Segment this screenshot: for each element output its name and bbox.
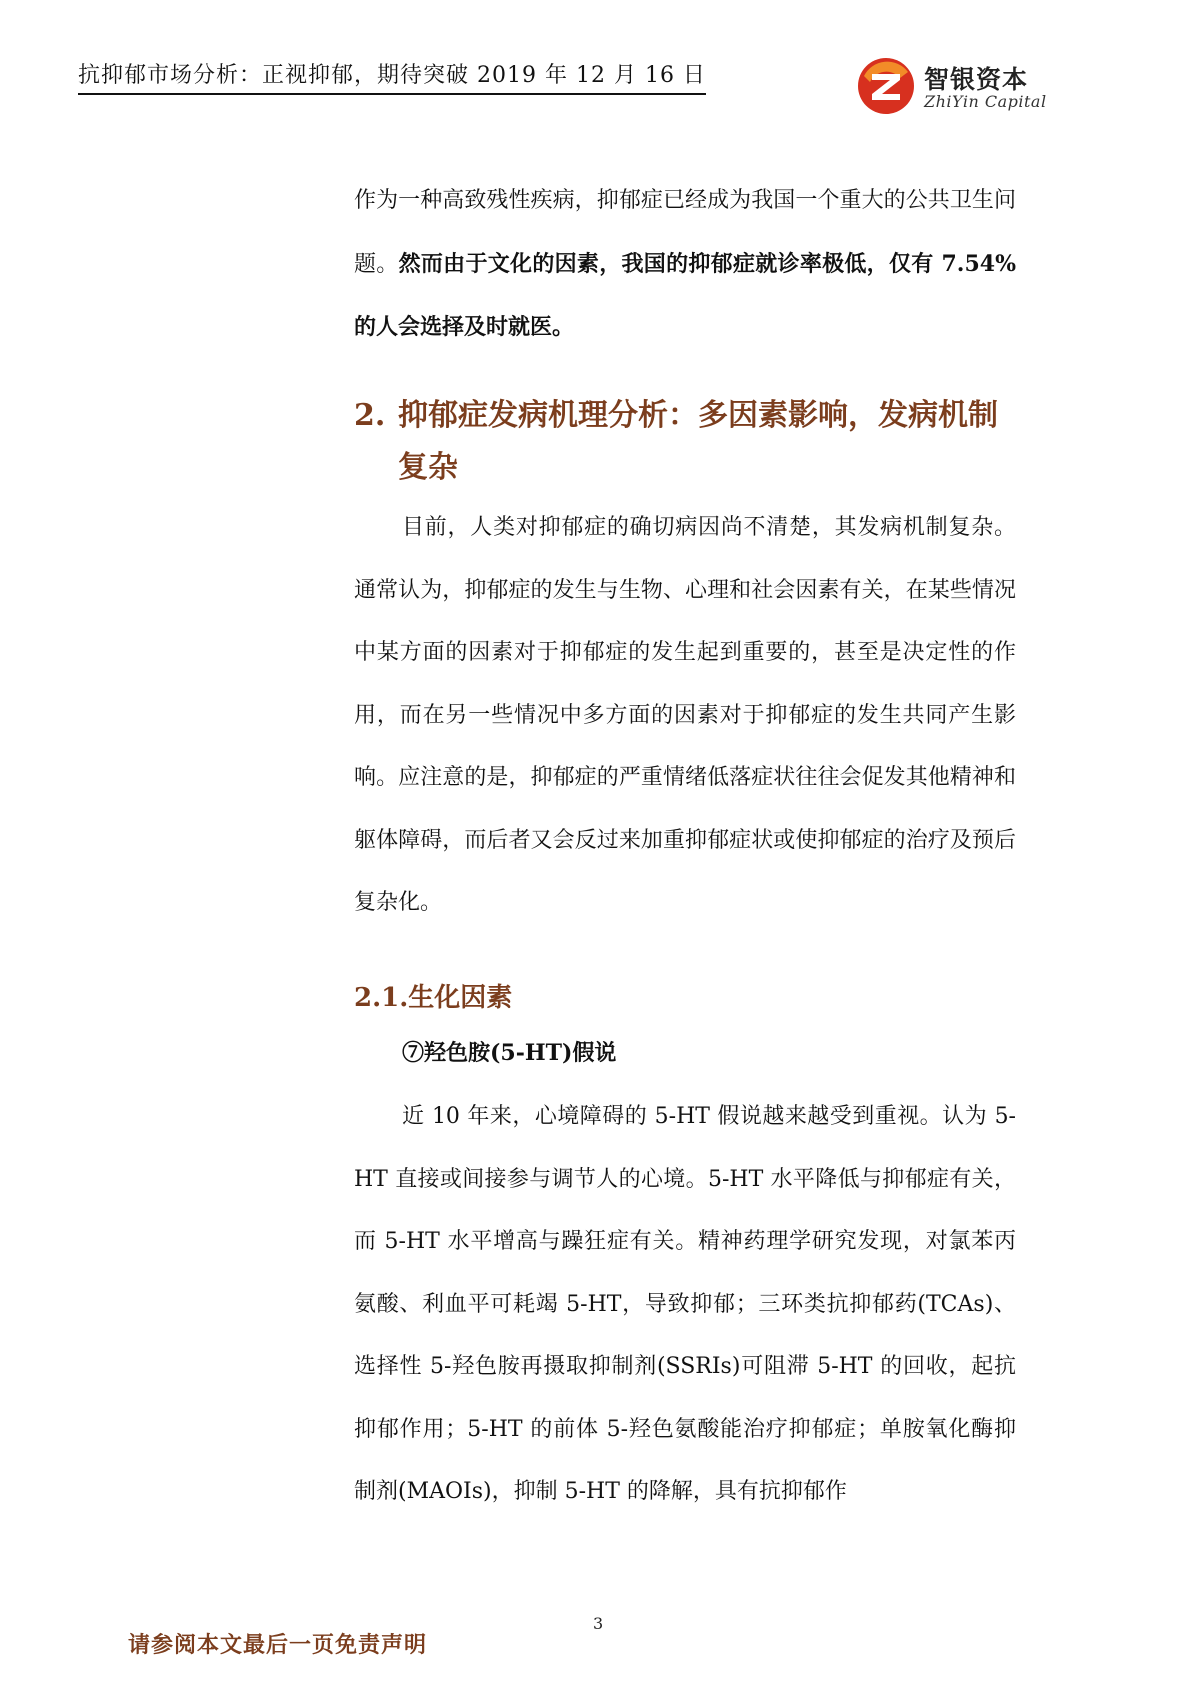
logo-english-name: ZhiYin Capital — [924, 92, 1047, 111]
section-2-body: 目前，人类对抑郁症的确切病因尚不清楚，其发病机制复杂。通常认为，抑郁症的发生与生物、心理和社会因素有关，在某些情况中某方面的因素对于抑郁症的发生起到重要的，甚至是决定性的作用，而在另一些情况中多方面的因素对于抑郁症的发生共同产生影响。应注意的是，抑郁症的严重情绪低落症状往往会促发其他精神和躯体障碍，而后者又会反过来加重抑郁症状或使抑郁症的治疗及预后复杂化。 — [354, 515, 1016, 915]
zhiyin-logo-icon — [854, 54, 918, 118]
section-2-1-heading: 2.1.生化因素 — [354, 983, 513, 1013]
report-header-title: 抗抑郁市场分析：正视抑郁，期待突破 2019 年 12 月 16 日 — [78, 58, 706, 95]
disclaimer-note: 请参阅本文最后一页免责声明 — [128, 1632, 428, 1658]
section-2-title-line1: 抑郁症发病机理分析：多因素影响，发病机制 — [398, 398, 998, 433]
section-2-body-block — [354, 497, 1016, 935]
intro-paragraph-block — [354, 170, 1016, 360]
serotonin-hypothesis-heading: ⑦羟色胺(5-HT)假说 — [402, 1040, 617, 1066]
section-2-title-line2: 复杂 — [398, 450, 458, 485]
section-2-heading — [354, 390, 1014, 494]
intro-bold-text: 然而由于文化的因素，我国的抑郁症就诊率极低，仅有 7.54% 的人会选择及时就医。 — [354, 250, 1016, 340]
page-number: 3 — [593, 1614, 604, 1633]
company-logo — [854, 54, 1054, 118]
intro-paragraph — [354, 170, 1016, 360]
section-2-number: 2. — [354, 398, 386, 433]
section-2-1-body: 近 10 年来，心境障碍的 5-HT 假说越来越受到重视。认为 5-HT 直接或间接参与调节人的心境。5-HT 水平降低与抑郁症有关，而 5-HT 水平增高与躁狂症有关。精神药理学研究发现，对氯苯丙氨酸、利血平可耗竭 5-HT，导致抑郁；三环类抗抑郁药(TCAs)、选择性 5-羟色胺再摄取抑制剂(SSRIs)可阻滞 5-HT 的回收，起抗抑郁作用；5-HT 的前体 5-羟色氨酸能治疗抑郁症；单胺氧化酶抑制剂(MAOIs)，抑制 5-HT 的降解，具有抗抑郁作 — [354, 1104, 1016, 1504]
logo-chinese-name: 智银资本 — [924, 65, 1029, 94]
intro-normal-text: 作为一种高致残性疾病，抑郁症已经成为我国一个重大的公共卫生问题。 — [354, 188, 1016, 277]
section-2-1-body-block — [354, 1086, 1016, 1524]
